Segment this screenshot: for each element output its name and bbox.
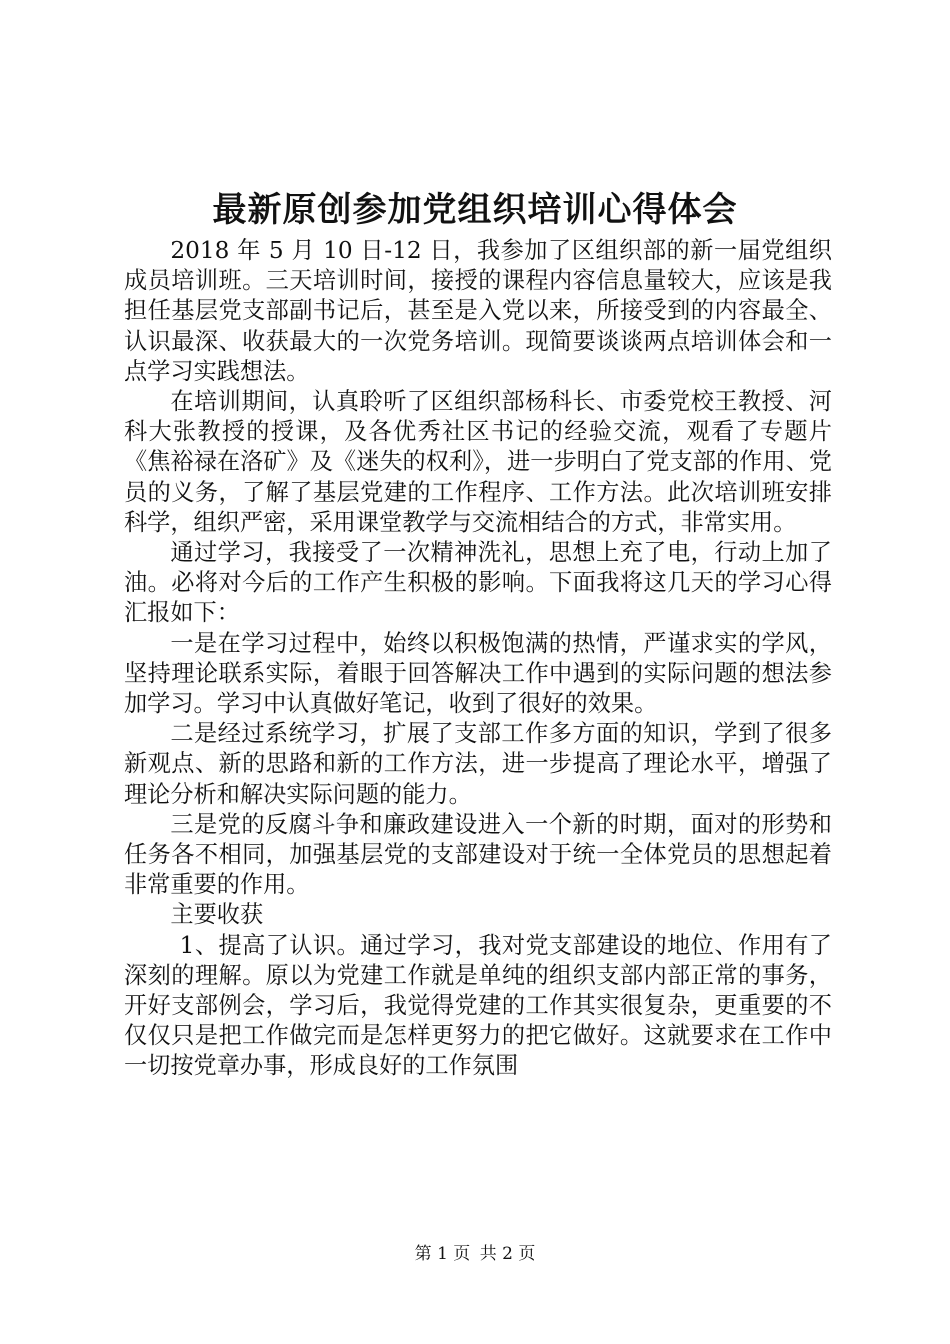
page-number-current: 第 1 页 [414,1244,471,1264]
paragraph-gain-one: 1、提高了认识。通过学习，我对党支部建设的地位、作用有了深刻的理解。原以为党建工作就是单纯的组织支部内部正常的事务，开好支部例会，学习后，我觉得党建的工作其实很复杂，更重要的不仅仅只是把工作做完而是怎样更努力的把它做好。这就要求在工作中一切按党章办事，形成良好的工作氛围 [124,931,832,1080]
document-title: 最新原创参加党组织培训心得体会 [212,190,738,230]
page-footer [0,1242,950,1266]
paragraph-point-one: 一是在学习过程中，始终以积极饱满的热情，严谨求实的学风，坚持理论联系实际，着眼于回答解决工作中遇到的实际问题的想法参加学习。学习中认真做好笔记，收到了很好的效果。 [124,629,832,718]
paragraph-intro: 2018 年 5 月 10 日-12 日，我参加了区组织部的新一届党组织成员培训班。三天培训时间，接授的课程内容信息量较大，应该是我担任基层党支部副书记后，甚至是入党以来，所接受到的内容最全、认识最深、收获最大的一次党务培训。现简要谈谈两点培训体会和一点学习实践想法。 [124,237,832,385]
page-number-total: 共 2 页 [479,1244,536,1264]
paragraph-point-three: 三是党的反腐斗争和廉政建设进入一个新的时期，面对的形势和任务各不相同，加强基层党的支部建设对于统一全体党员的思想起着非常重要的作用。 [124,810,832,899]
document-body [124,236,832,1082]
paragraph-learning: 通过学习，我接受了一次精神洗礼，思想上充了电，行动上加了油。必将对今后的工作产生积极的影响。下面我将这几天的学习心得汇报如下： [124,539,832,627]
paragraph-point-two: 二是经过系统学习，扩展了支部工作多方面的知识，学到了很多新观点、新的思路和新的工作方法，进一步提高了理论水平，增强了理论分析和解决实际问题的能力。 [124,720,832,808]
paragraph-training: 在培训期间，认真聆听了区组织部杨科长、市委党校王教授、河科大张教授的授课，及各优秀社区书记的经验交流，观看了专题片《焦裕禄在洛矿》及《迷失的权利》，进一步明白了党支部的作用、党员的义务，了解了基层党建的工作程序、工作方法。此次培训班安排科学，组织严密，采用课堂教学与交流相结合的方式，非常实用。 [124,388,832,536]
section-heading-main-gains: 主要收获 [170,901,264,929]
